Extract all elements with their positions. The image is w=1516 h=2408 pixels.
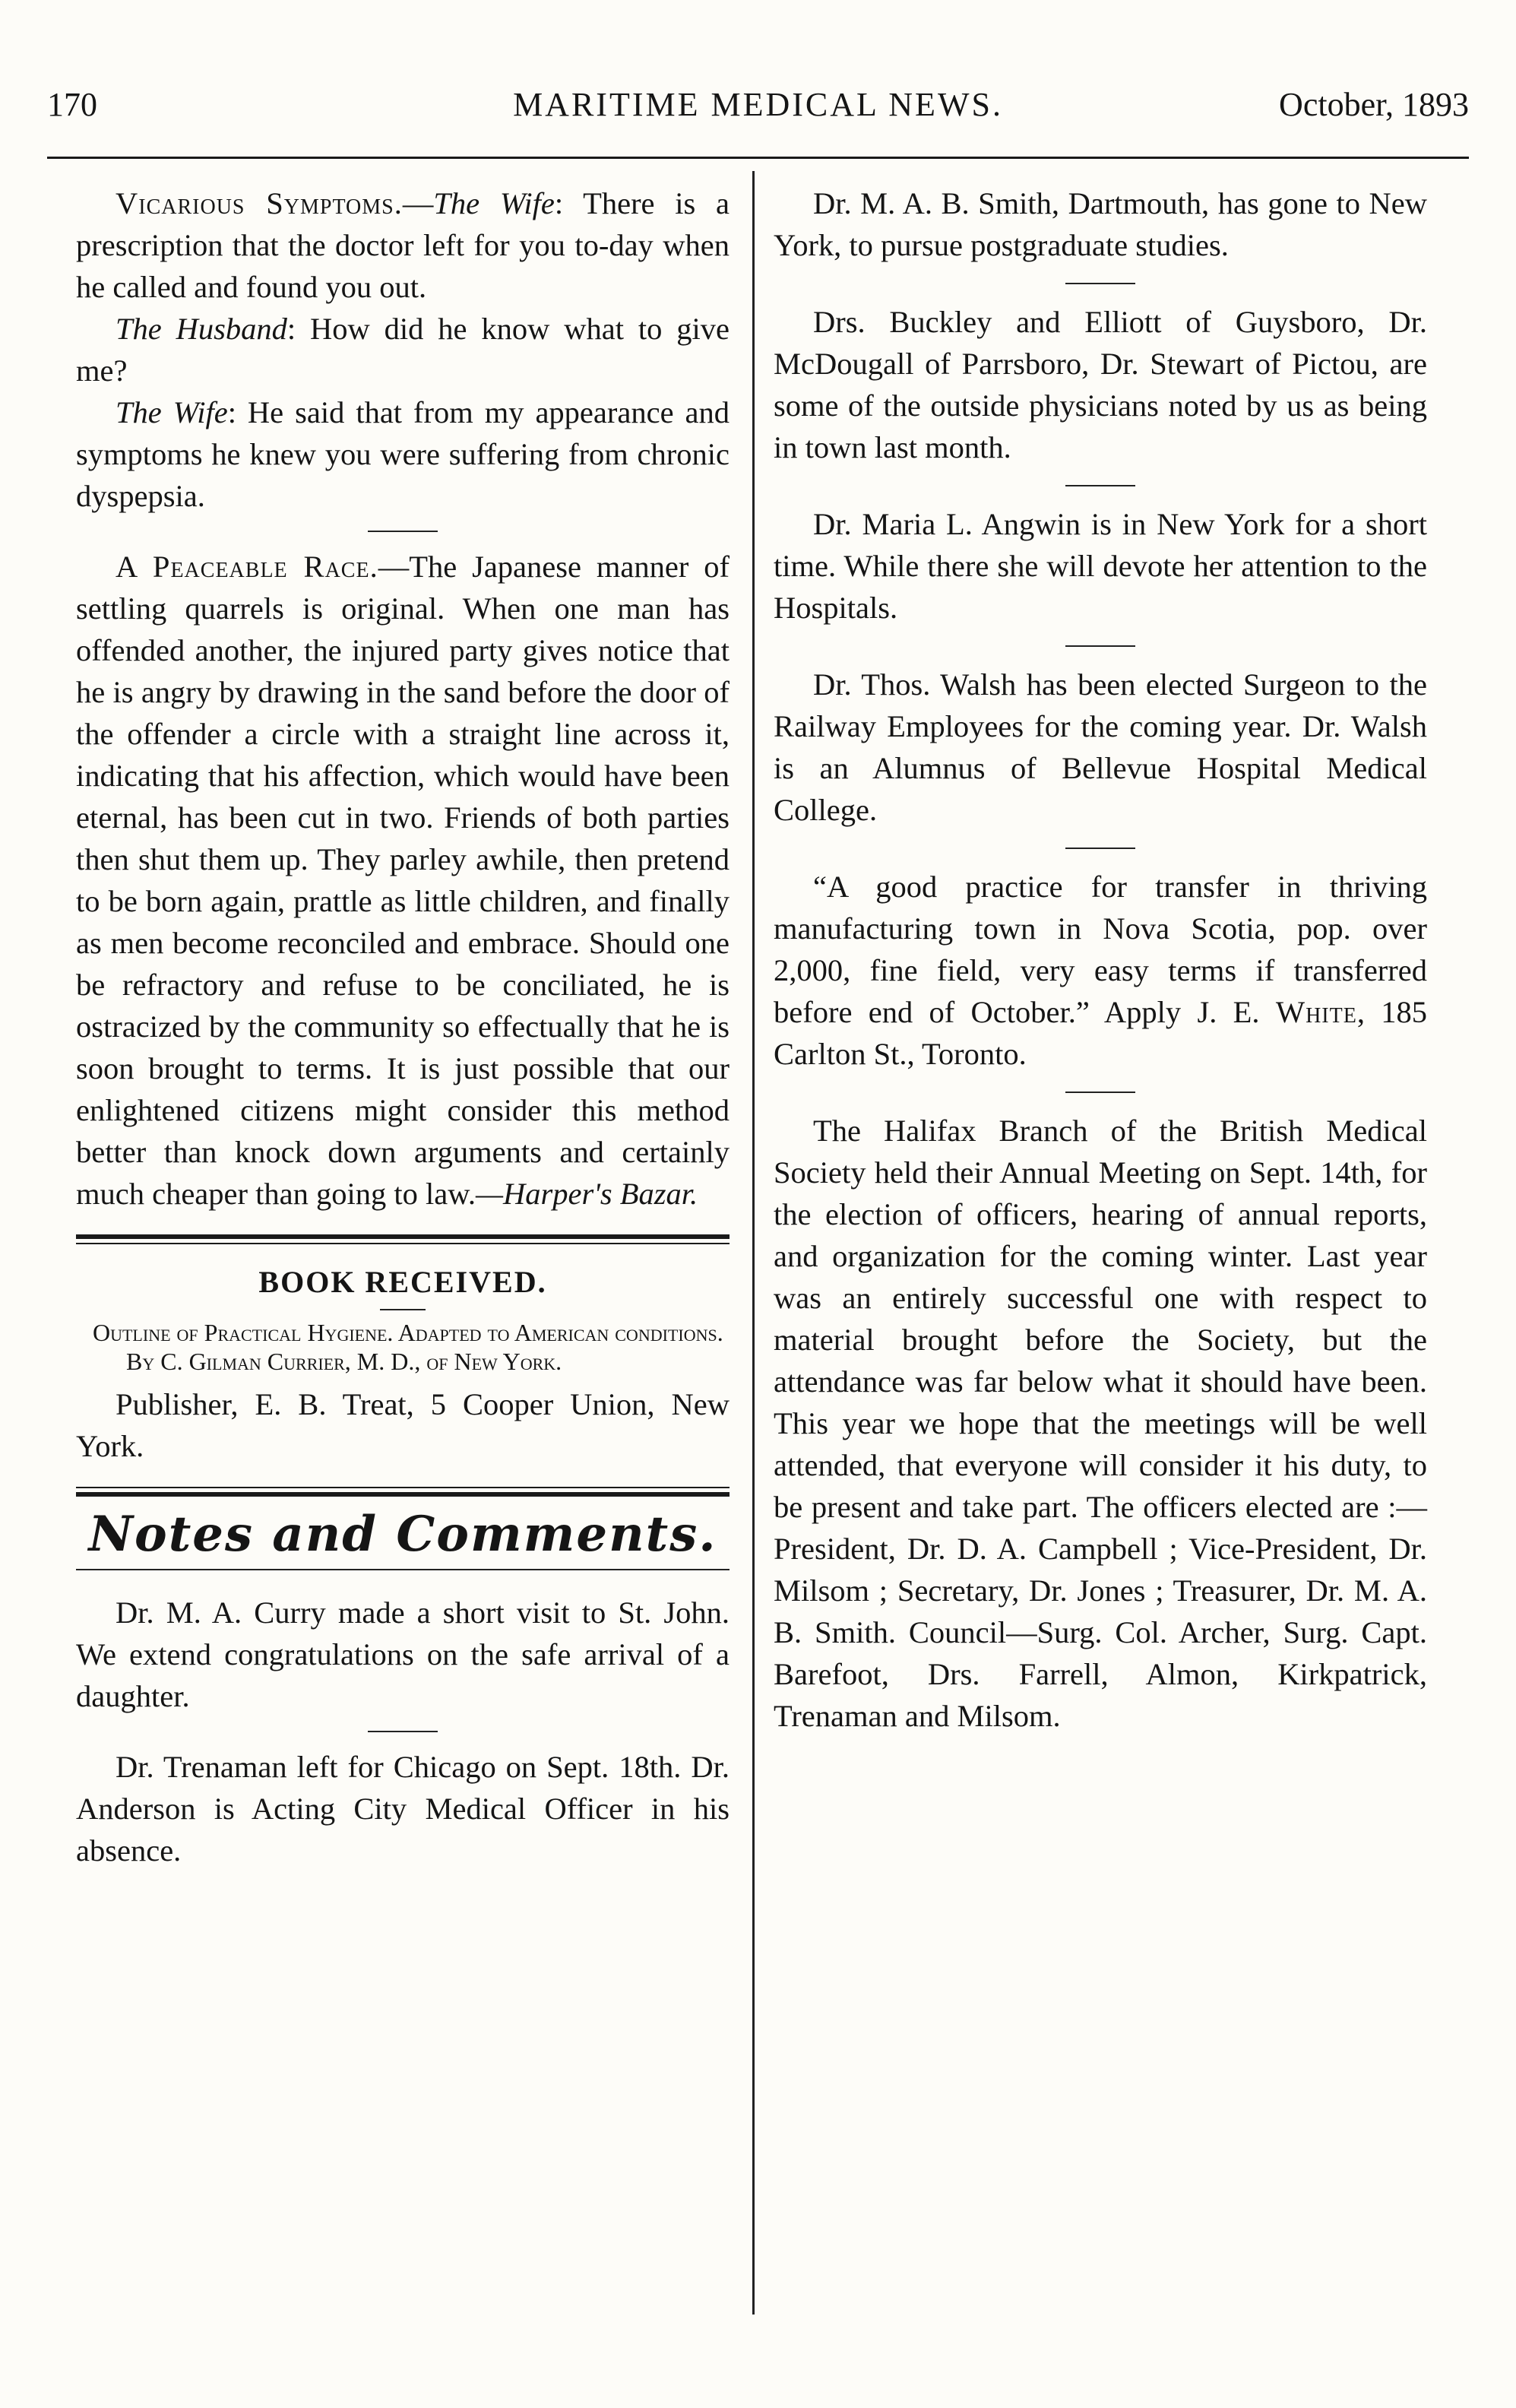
vicarious-dash: — (402, 186, 434, 220)
book-entry-text: Outline of Practical Hygiene. Adapted to American conditions. By C. Gilman Currier, M. D., of New York. (93, 1319, 723, 1375)
practice-advert (774, 866, 1427, 1075)
separator-rule (1065, 1092, 1135, 1093)
book-entry (76, 1318, 730, 1376)
curry-note: Dr. M. A. Curry made a short visit to St. John. We extend congratulations on the safe arrival of a daughter. (76, 1595, 730, 1713)
issue-date: October, 1893 (1279, 86, 1469, 123)
peaceable-race-paragraph (76, 546, 730, 1215)
wife-reply-paragraph (76, 391, 730, 517)
practice-contact-name: White (1275, 995, 1357, 1029)
buckley-note: Drs. Buckley and Elliott of Guysboro, Dr. McDougall of Parrsboro, Dr. Stewart of Pictou, are some of the outside physicians noted by us as being in town last month. (774, 305, 1427, 464)
book-received-heading: BOOK RECEIVED. (258, 1265, 547, 1299)
separator-rule (1065, 283, 1135, 284)
header-rule (47, 157, 1469, 159)
husband-paragraph (76, 308, 730, 391)
section-rule (76, 1569, 730, 1570)
vicarious-text-1: : There is a prescription that the doctor left for you to-day when he called and found you out. (76, 186, 730, 304)
husband-label: The Husband (116, 312, 287, 346)
right-column (774, 182, 1427, 1737)
wife-label: The Wife (433, 186, 555, 220)
practice-text: “A good practice for transfer in thriving manufacturing town in Nova Scotia, pop. over 2,000, fine field, very easy terms if transferred before end of October.” Apply J. E. (774, 870, 1427, 1029)
vicarious-symptoms-paragraph (76, 182, 730, 308)
double-rule (76, 1234, 730, 1244)
trenaman-note: Dr. Trenaman left for Chicago on Sept. 18th. Dr. Anderson is Acting City Medical Officer in his absence. (76, 1750, 730, 1868)
double-rule (76, 1487, 730, 1497)
wife-label-2: The Wife (116, 395, 228, 429)
halifax-branch-note: The Halifax Branch of the British Medical Society held their Annual Meeting on Sept. 14th, for the election of officers, hearing of annual reports, and organization for the coming winter. Last year was an entirely successful one with respect to material brought before the Society, but the attendance was far below what it should have been. This year we hope that the meetings will be well attended, that everyone will consider it his duty, to be present and take part. The officers elected are :—President, Dr. D. A. Campbell ; Vice-President, Dr. Milsom ; Secretary, Dr. Jones ; Treasurer, Dr. M. A. B. Smith. Council—Surg. Col. Archer, Surg. Capt. Barefoot, Drs. Farrell, Almon, Kirkpatrick, Trenaman and Milsom. (774, 1114, 1427, 1733)
page-header (47, 85, 1469, 131)
smith-note: Dr. M. A. B. Smith, Dartmouth, has gone to New York, to pursue postgraduate studies. (774, 186, 1427, 262)
practice-address: , 185 Carlton St., Toronto. (774, 995, 1428, 1071)
notes-and-comments-heading: Notes and Comments. (88, 1506, 717, 1563)
angwin-note: Dr. Maria L. Angwin is in New York for a short time. While there she will devote her attention to the Hospitals. (774, 507, 1427, 625)
vicarious-text-2: : How did he know what to give me? (76, 312, 730, 388)
book-publisher: Publisher, E. B. Treat, 5 Cooper Union, New York. (76, 1387, 730, 1463)
vicarious-title: Vicarious Symptoms. (116, 186, 403, 220)
separator-rule (380, 1309, 426, 1310)
peaceable-text: —The Japanese manner of settling quarrels is original. When one man has offended another, the injured party gives notice that he is angry by drawing in the sand before the door of the offender a circle with a straight line across it, indicating that his affection, which would have been eternal, has been cut in two. Friends of both parties then shut them up. They parley awhile, then pretend to be born again, prattle as little children, and finally as men become reconciled and embrace. Should one be refractory and refuse to be conciliated, he is ostracized by the community so effectually that he is soon brought to terms. It is just possible that our enlightened citizens might consider this method better than knock down arguments and certainly much cheaper than going to law. (76, 550, 730, 1211)
separator-rule (1065, 485, 1135, 486)
separator-rule (368, 1731, 438, 1732)
separator-rule (1065, 645, 1135, 647)
vicarious-text-3: : He said that from my appearance and symptoms he knew you were suffering from chronic dyspepsia. (76, 395, 730, 513)
separator-rule (368, 531, 438, 532)
peaceable-source: —Harper's Bazar. (475, 1177, 698, 1211)
journal-title: MARITIME MEDICAL NEWS. (513, 86, 1003, 123)
peaceable-title: A Peaceable Race. (116, 550, 378, 584)
column-divider (752, 171, 755, 2315)
page-number: 170 (47, 86, 97, 123)
walsh-note: Dr. Thos. Walsh has been elected Surgeon to the Railway Employees for the coming year. Dr. Walsh is an Alumnus of Bellevue Hospital Medical College. (774, 667, 1427, 827)
left-column (76, 182, 730, 1871)
separator-rule (1065, 848, 1135, 849)
